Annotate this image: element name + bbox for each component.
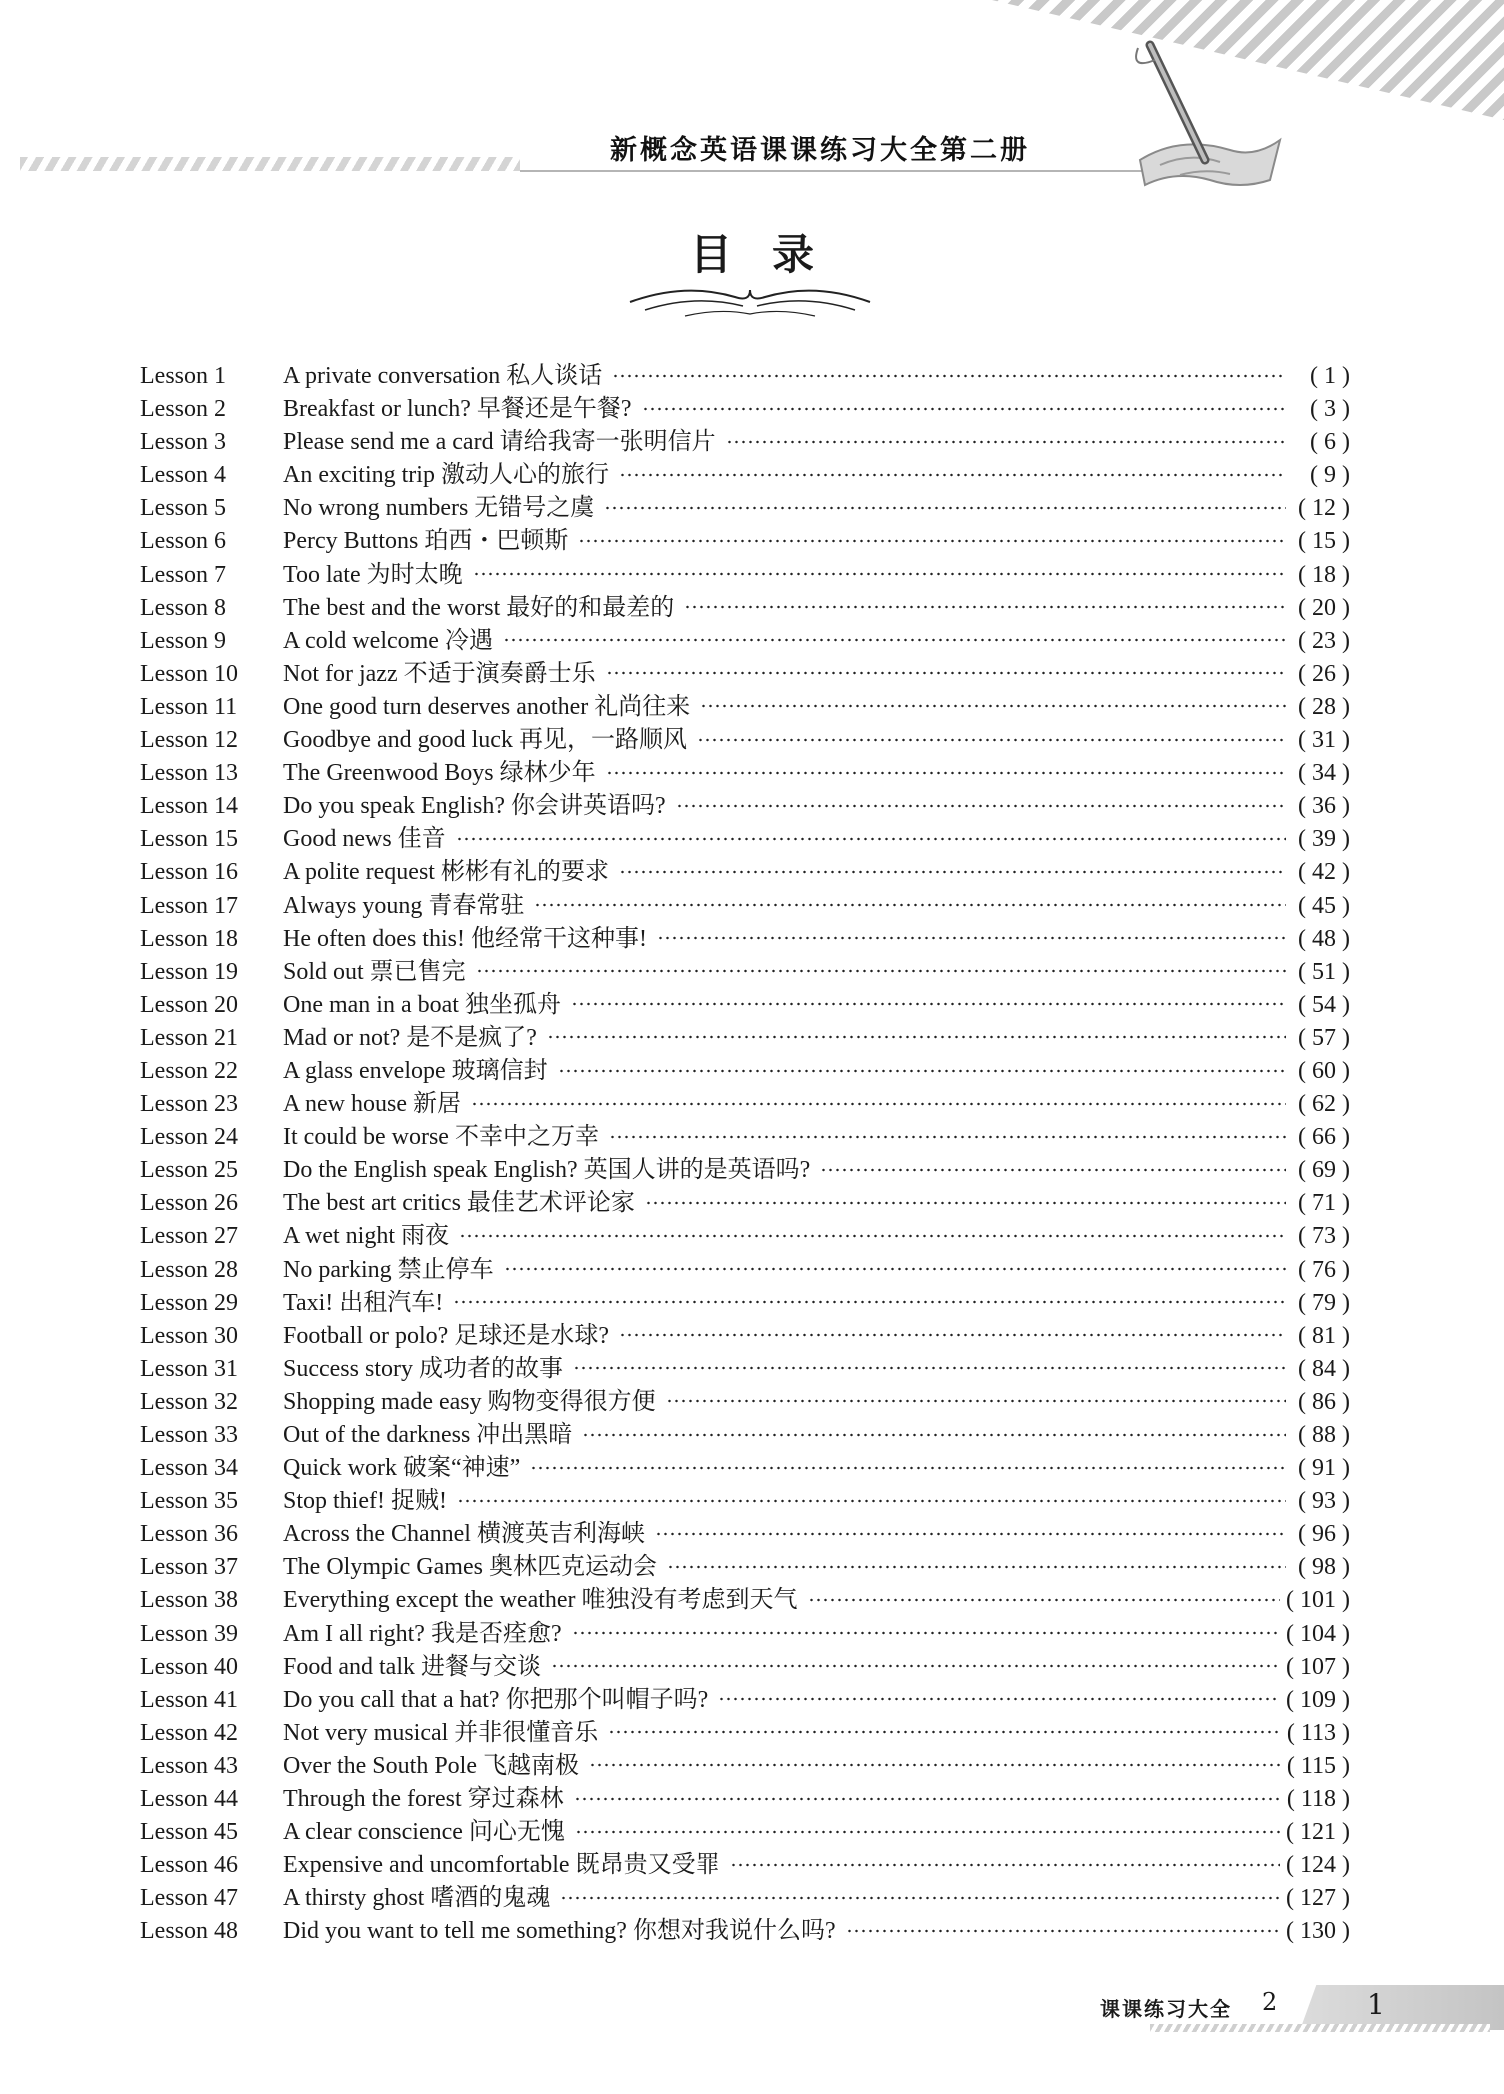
toc-lesson-label: Lesson 45	[140, 1819, 238, 1846]
toc-lesson-label: Lesson 30	[140, 1322, 238, 1349]
toc-entry[interactable]	[140, 1315, 1350, 1348]
toc-dot-leader	[453, 1300, 1286, 1304]
toc-entry[interactable]	[140, 1811, 1350, 1844]
toc-lesson-label: Lesson 31	[140, 1355, 238, 1382]
toc-dot-leader	[530, 1466, 1286, 1470]
toc-lesson-title: Not for jazz 不适于演奏爵士乐	[283, 660, 596, 687]
toc-lesson-label: Lesson 1	[140, 363, 226, 389]
toc-entry[interactable]	[140, 818, 1350, 851]
toc-lesson-label: Lesson 29	[140, 1289, 238, 1316]
toc-dot-leader	[676, 804, 1286, 808]
toc-lesson-title: Please send me a card 请给我寄一张明信片	[283, 429, 716, 456]
toc-entry[interactable]	[140, 554, 1350, 587]
toc-page-number: ( 36 )	[1298, 793, 1350, 820]
toc-dot-leader	[612, 374, 1286, 378]
toc-lesson-title: Percy Buttons 珀西・巴顿斯	[283, 528, 569, 555]
footer-hatch-decoration	[1150, 2024, 1490, 2032]
toc-dot-leader	[606, 771, 1286, 775]
toc-dot-leader	[457, 1499, 1286, 1503]
toc-entry[interactable]	[140, 1348, 1350, 1381]
toc-entry[interactable]	[140, 587, 1350, 620]
toc-dot-leader	[473, 572, 1286, 576]
toc-page-number: ( 28 )	[1298, 693, 1350, 720]
toc-page-number: ( 115 )	[1286, 1752, 1350, 1779]
toc-lesson-label: Lesson 10	[140, 660, 238, 687]
toc-dot-leader	[551, 1664, 1280, 1668]
toc-entry[interactable]	[140, 1646, 1350, 1679]
toc-lesson-title: One good turn deserves another 礼尚往来	[283, 693, 691, 720]
toc-entry[interactable]	[140, 653, 1350, 686]
toc-page-number: ( 6 )	[1310, 429, 1350, 456]
toc-page-number: ( 39 )	[1298, 826, 1350, 853]
toc-dot-leader	[560, 1896, 1280, 1900]
toc-entry[interactable]	[140, 918, 1350, 951]
toc-entry[interactable]	[140, 355, 1350, 388]
toc-entry[interactable]	[140, 1182, 1350, 1215]
toc-lesson-label: Lesson 32	[140, 1388, 238, 1415]
toc-dot-leader	[619, 870, 1286, 874]
toc-lesson-title: Through the forest 穿过森林	[283, 1786, 564, 1813]
toc-entry[interactable]	[140, 1778, 1350, 1811]
toc-lesson-title: Do you speak English? 你会讲英语吗?	[283, 793, 666, 820]
toc-lesson-label: Lesson 46	[140, 1852, 238, 1879]
toc-lesson-title: Taxi! 出租汽车!	[283, 1289, 444, 1316]
toc-entry[interactable]	[140, 719, 1350, 752]
toc-dot-leader	[808, 1598, 1280, 1602]
toc-page-number: ( 15 )	[1298, 528, 1350, 555]
toc-dot-leader	[574, 1797, 1281, 1801]
toc-lesson-label: Lesson 19	[140, 958, 238, 985]
toc-lesson-label: Lesson 14	[140, 793, 238, 820]
toc-entry[interactable]	[140, 1745, 1350, 1778]
toc-entry[interactable]	[140, 1480, 1350, 1513]
toc-page-number: ( 42 )	[1298, 859, 1350, 886]
toc-lesson-title: The best art critics 最佳艺术评论家	[283, 1190, 635, 1217]
toc-entry[interactable]	[140, 1381, 1350, 1414]
toc-page-number: ( 91 )	[1298, 1455, 1350, 1482]
toc-lesson-title: No parking 禁止停车	[283, 1256, 494, 1283]
toc-lesson-title: A clear conscience 问心无愧	[283, 1819, 565, 1846]
toc-lesson-title: Mad or not? 是不是疯了?	[283, 1024, 537, 1051]
header-rule	[520, 170, 1160, 172]
toc-lesson-label: Lesson 47	[140, 1885, 238, 1912]
toc-page-number: ( 118 )	[1286, 1786, 1350, 1813]
toc-page-number: ( 3 )	[1310, 396, 1350, 423]
toc-page-number: ( 57 )	[1298, 1024, 1350, 1051]
toc-lesson-title: Expensive and uncomfortable 既昂贵又受罪	[283, 1852, 720, 1879]
toc-page-number: ( 127 )	[1286, 1885, 1350, 1912]
toc-lesson-label: Lesson 44	[140, 1786, 238, 1813]
toc-page-number: ( 48 )	[1298, 925, 1350, 952]
toc-lesson-label: Lesson 4	[140, 462, 226, 489]
toc-lesson-label: Lesson 8	[140, 594, 226, 621]
toc-lesson-label: Lesson 5	[140, 495, 226, 522]
toc-lesson-label: Lesson 2	[140, 396, 226, 423]
toc-dot-leader	[619, 1333, 1286, 1337]
toc-page-number: ( 81 )	[1298, 1322, 1350, 1349]
toc-entry[interactable]	[140, 1282, 1350, 1315]
toc-page-number: ( 121 )	[1286, 1819, 1350, 1846]
toc-dot-leader	[609, 1135, 1286, 1139]
toc-lesson-title: He often does this! 他经常干这种事!	[283, 925, 647, 952]
toc-lesson-title: Always young 青春常驻	[283, 892, 525, 919]
toc-dot-leader	[846, 1929, 1280, 1933]
toc-lesson-label: Lesson 35	[140, 1488, 238, 1515]
book-title: 新概念英语课课练习大全第二册	[610, 135, 1030, 166]
toc-lesson-label: Lesson 43	[140, 1752, 238, 1779]
toc-entry[interactable]	[140, 1910, 1350, 1943]
toc-lesson-title: The Greenwood Boys 绿林少年	[283, 760, 596, 787]
toc-lesson-title: A new house 新居	[283, 1091, 461, 1118]
toc-lesson-title: Not very musical 并非很懂音乐	[283, 1719, 599, 1746]
toc-lesson-label: Lesson 9	[140, 627, 226, 654]
toc-dot-leader	[571, 1002, 1286, 1006]
toc-page-number: ( 62 )	[1298, 1091, 1350, 1118]
toc-lesson-label: Lesson 40	[140, 1653, 238, 1680]
toc-lesson-label: Lesson 20	[140, 991, 238, 1018]
toc-lesson-label: Lesson 11	[140, 693, 238, 720]
toc-lesson-label: Lesson 38	[140, 1587, 238, 1614]
toc-dot-leader	[572, 1631, 1280, 1635]
toc-entry[interactable]	[140, 1149, 1350, 1182]
toc-entry[interactable]	[140, 388, 1350, 421]
toc-entry[interactable]	[140, 421, 1350, 454]
toc-entry[interactable]	[140, 686, 1350, 719]
toc-page-number: ( 73 )	[1298, 1223, 1350, 1250]
toc-lesson-title: The best and the worst 最好的和最差的	[283, 594, 675, 621]
toc-dot-leader	[578, 539, 1286, 543]
toc-dot-leader	[718, 1697, 1280, 1701]
toc-entry[interactable]	[140, 487, 1350, 520]
toc-page-number: ( 20 )	[1298, 594, 1350, 621]
toc-lesson-label: Lesson 16	[140, 859, 238, 886]
toc-entry[interactable]	[140, 1083, 1350, 1116]
toc-page-number: ( 51 )	[1298, 958, 1350, 985]
toc-page-number: ( 130 )	[1286, 1918, 1350, 1945]
toc-lesson-label: Lesson 27	[140, 1223, 238, 1250]
toc-lesson-label: Lesson 42	[140, 1719, 238, 1746]
toc-dot-leader	[700, 704, 1286, 708]
toc-dot-leader	[459, 1234, 1286, 1238]
toc-lesson-title: A private conversation 私人谈话	[283, 363, 603, 389]
toc-lesson-label: Lesson 22	[140, 1057, 238, 1084]
toc-lesson-label: Lesson 23	[140, 1091, 238, 1118]
toc-page-number: ( 104 )	[1286, 1620, 1350, 1647]
toc-entry[interactable]	[140, 1513, 1350, 1546]
toc-page-number: ( 71 )	[1298, 1190, 1350, 1217]
toc-dot-leader	[558, 1069, 1286, 1073]
toc-dot-leader	[655, 1532, 1286, 1536]
toc-lesson-title: Across the Channel 横渡英吉利海峡	[283, 1521, 645, 1548]
toc-entry[interactable]	[140, 1546, 1350, 1579]
toc-dot-leader	[645, 1201, 1286, 1205]
toc-lesson-label: Lesson 21	[140, 1024, 238, 1051]
toc-page-number: ( 76 )	[1298, 1256, 1350, 1283]
toc-lesson-label: Lesson 7	[140, 561, 226, 588]
toc-lesson-title: Over the South Pole 飞越南极	[283, 1752, 579, 1779]
toc-entry[interactable]	[140, 454, 1350, 487]
toc-dot-leader	[657, 936, 1286, 940]
toc-page-number: ( 34 )	[1298, 760, 1350, 787]
toc-dot-leader	[666, 1399, 1286, 1403]
toc-lesson-title: Out of the darkness 冲出黑暗	[283, 1422, 573, 1448]
toc-lesson-title: Goodbye and good luck 再见，一路顺风	[283, 727, 687, 754]
toc-dot-leader	[604, 506, 1286, 510]
toc-lesson-label: Lesson 6	[140, 528, 226, 555]
toc-page-number: ( 79 )	[1298, 1289, 1350, 1316]
toc-entry[interactable]	[140, 1017, 1350, 1050]
toc-lesson-label: Lesson 17	[140, 892, 238, 919]
toc-entry[interactable]	[140, 785, 1350, 818]
toc-dot-leader	[573, 1366, 1286, 1370]
toc-dot-leader	[456, 837, 1286, 841]
toc-lesson-title: Do you call that a hat? 你把那个叫帽子吗?	[283, 1686, 709, 1713]
toc-dot-leader	[589, 1763, 1281, 1767]
toc-dot-leader	[547, 1035, 1286, 1039]
toc-entry[interactable]	[140, 951, 1350, 984]
toc-entry[interactable]	[140, 984, 1350, 1017]
page-number: 1	[1367, 1988, 1385, 2021]
toc-lesson-title: Food and talk 进餐与交谈	[283, 1653, 541, 1680]
toc-lesson-title: An exciting trip 激动人心的旅行	[283, 462, 609, 489]
toc-lesson-title: Football or polo? 足球还是水球?	[283, 1322, 609, 1349]
toc-page-number: ( 12 )	[1298, 495, 1350, 522]
toc-lesson-label: Lesson 36	[140, 1521, 238, 1548]
toc-entry[interactable]	[140, 1414, 1350, 1447]
toc-entry[interactable]	[140, 1116, 1350, 1149]
toc-lesson-title: A cold welcome 冷遇	[283, 627, 493, 654]
toc-entry[interactable]	[140, 1579, 1350, 1612]
toc-lesson-title: Quick work 破案“神速”	[283, 1455, 521, 1482]
toc-page-number: ( 88 )	[1298, 1422, 1350, 1448]
toc-lesson-label: Lesson 33	[140, 1422, 238, 1448]
toc-page-number: ( 98 )	[1298, 1554, 1350, 1581]
toc-lesson-title: A wet night 雨夜	[283, 1223, 449, 1250]
toc-dot-leader	[608, 1730, 1281, 1734]
toc-page-number: ( 26 )	[1298, 660, 1350, 687]
toc-lesson-title: A thirsty ghost 嗜酒的鬼魂	[283, 1885, 551, 1912]
toc-page-number: ( 84 )	[1298, 1355, 1350, 1382]
toc-page-number: ( 1 )	[1310, 363, 1350, 389]
footer-sub-number: 2	[1262, 1988, 1278, 2016]
title-flourish-ornament	[625, 272, 875, 322]
toc-page-number: ( 101 )	[1286, 1587, 1350, 1614]
toc-entry[interactable]	[140, 1712, 1350, 1745]
toc-lesson-label: Lesson 48	[140, 1918, 238, 1945]
toc-lesson-title: Shopping made easy 购物变得很方便	[283, 1388, 656, 1415]
toc-entry[interactable]	[140, 1844, 1350, 1877]
toc-lesson-title: Do the English speak English? 英国人讲的是英语吗?	[283, 1157, 811, 1184]
toc-page-number: ( 86 )	[1298, 1388, 1350, 1415]
toc-lesson-title: Sold out 票已售完	[283, 958, 466, 985]
toc-lesson-label: Lesson 41	[140, 1686, 238, 1713]
toc-lesson-title: Breakfast or lunch? 早餐还是午餐?	[283, 396, 632, 423]
page-title: 目录	[689, 230, 854, 279]
toc-page-number: ( 113 )	[1286, 1719, 1350, 1746]
toc-lesson-label: Lesson 39	[140, 1620, 238, 1647]
toc-dot-leader	[503, 638, 1286, 642]
toc-lesson-label: Lesson 26	[140, 1190, 238, 1217]
toc-lesson-label: Lesson 37	[140, 1554, 238, 1581]
toc-page-number: ( 23 )	[1298, 627, 1350, 654]
toc-entry[interactable]	[140, 1447, 1350, 1480]
toc-page-number: ( 124 )	[1286, 1852, 1350, 1879]
toc-entry[interactable]	[140, 851, 1350, 884]
toc-dot-leader	[697, 738, 1286, 742]
toc-entry[interactable]	[140, 885, 1350, 918]
toc-dot-leader	[684, 605, 1286, 609]
toc-page-number: ( 31 )	[1298, 727, 1350, 754]
footer-label: 课课练习大全	[1100, 1997, 1232, 2021]
toc-lesson-title: Stop thief! 捉贼!	[283, 1488, 447, 1515]
toc-dot-leader	[820, 1168, 1286, 1172]
toc-page-number: ( 93 )	[1298, 1488, 1350, 1515]
toc-list	[140, 355, 1350, 1944]
toc-page-number: ( 54 )	[1298, 991, 1350, 1018]
toc-dot-leader	[619, 473, 1286, 477]
toc-dot-leader	[504, 1267, 1286, 1271]
toc-lesson-title: Too late 为时太晚	[283, 561, 463, 588]
toc-dot-leader	[534, 903, 1286, 907]
toc-page-number: ( 9 )	[1310, 462, 1350, 489]
toc-lesson-label: Lesson 24	[140, 1124, 238, 1151]
toc-dot-leader	[476, 969, 1286, 973]
toc-page-number: ( 109 )	[1286, 1686, 1350, 1713]
header-dash-decoration	[20, 157, 520, 171]
toc-entry[interactable]	[140, 520, 1350, 553]
toc-lesson-title: It could be worse 不幸中之万幸	[283, 1124, 599, 1151]
toc-lesson-title: A glass envelope 玻璃信封	[283, 1057, 548, 1084]
toc-entry[interactable]	[140, 752, 1350, 785]
toc-lesson-title: Am I all right? 我是否痊愈?	[283, 1620, 562, 1647]
quill-scroll-icon	[1120, 40, 1290, 190]
toc-page-number: ( 96 )	[1298, 1521, 1350, 1548]
toc-entry[interactable]	[140, 620, 1350, 653]
toc-dot-leader	[642, 407, 1286, 411]
toc-lesson-title: Success story 成功者的故事	[283, 1355, 563, 1382]
toc-page-number: ( 45 )	[1298, 892, 1350, 919]
toc-lesson-title: A polite request 彬彬有礼的要求	[283, 859, 609, 886]
toc-entry[interactable]	[140, 1877, 1350, 1910]
toc-entry[interactable]	[140, 1215, 1350, 1248]
toc-lesson-title: One man in a boat 独坐孤舟	[283, 991, 561, 1018]
toc-lesson-label: Lesson 25	[140, 1157, 238, 1184]
toc-lesson-title: Everything except the weather 唯独没有考虑到天气	[283, 1587, 798, 1614]
toc-entry[interactable]	[140, 1249, 1350, 1282]
toc-dot-leader	[582, 1433, 1286, 1437]
toc-page-number: ( 18 )	[1298, 561, 1350, 588]
toc-dot-leader	[730, 1863, 1280, 1867]
toc-lesson-label: Lesson 13	[140, 760, 238, 787]
toc-dot-leader	[667, 1565, 1286, 1569]
toc-lesson-title: Good news 佳音	[283, 826, 446, 853]
toc-lesson-label: Lesson 34	[140, 1455, 238, 1482]
toc-entry[interactable]	[140, 1679, 1350, 1712]
toc-dot-leader	[606, 671, 1286, 675]
toc-page-number: ( 60 )	[1298, 1057, 1350, 1084]
toc-page-number: ( 69 )	[1298, 1157, 1350, 1184]
toc-lesson-label: Lesson 28	[140, 1256, 238, 1283]
toc-lesson-label: Lesson 15	[140, 826, 238, 853]
toc-dot-leader	[575, 1830, 1280, 1834]
toc-page-number: ( 107 )	[1286, 1653, 1350, 1680]
toc-lesson-title: No wrong numbers 无错号之虞	[283, 495, 595, 522]
toc-lesson-label: Lesson 12	[140, 727, 238, 754]
toc-dot-leader	[471, 1102, 1286, 1106]
toc-entry[interactable]	[140, 1050, 1350, 1083]
toc-dot-leader	[726, 440, 1286, 444]
toc-lesson-title: The Olympic Games 奥林匹克运动会	[283, 1554, 657, 1581]
toc-lesson-label: Lesson 3	[140, 429, 226, 456]
toc-entry[interactable]	[140, 1613, 1350, 1646]
toc-lesson-title: Did you want to tell me something? 你想对我说什么吗?	[283, 1918, 836, 1945]
toc-page-number: ( 66 )	[1298, 1124, 1350, 1151]
toc-lesson-label: Lesson 18	[140, 925, 238, 952]
